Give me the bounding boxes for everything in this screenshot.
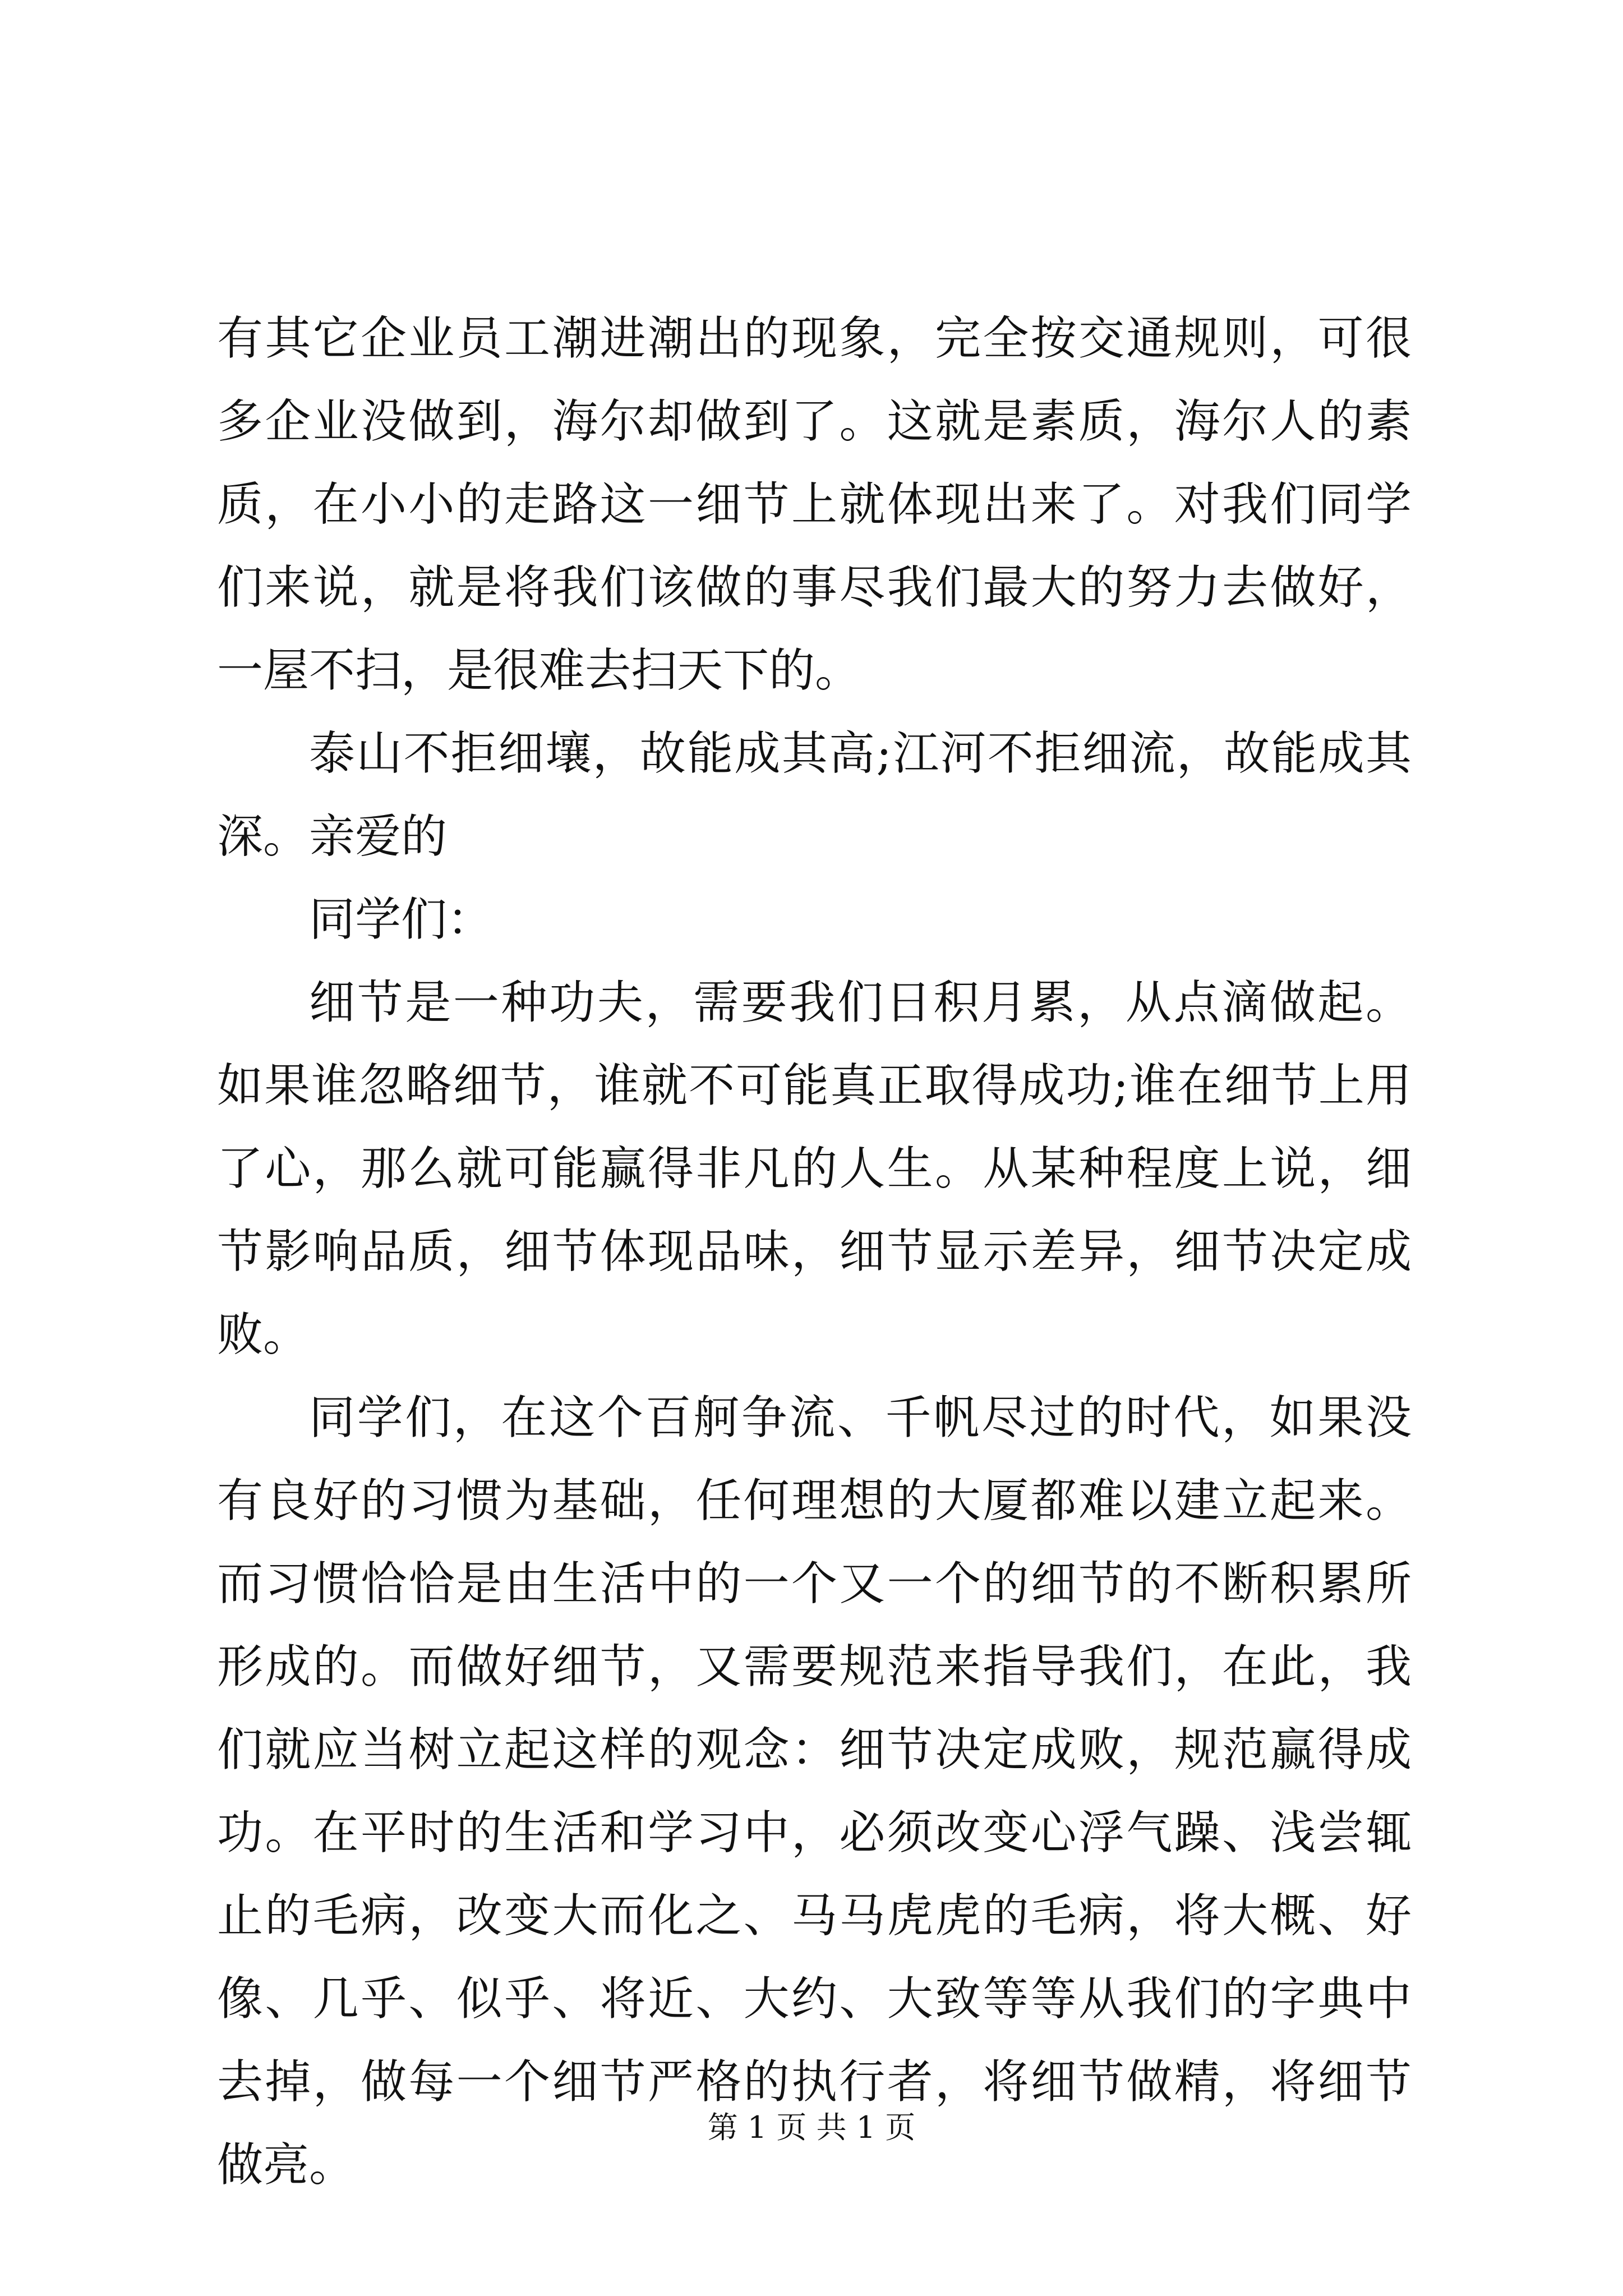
paragraph-1: 有其它企业员工潮进潮出的现象，完全按交通规则，可很多企业没做到，海尔却做到了。这就是素质，海尔人的素质，在小小的走路这一细节上就体现出来了。对我们同学们来说，就是将我们该做的事尽我们最大的努力去做好，一屋不扫，是很难去扫天下的。 xyxy=(217,312,1412,697)
paragraph-5: 同学们，在这个百舸争流、千帆尽过的时代，如果没有良好的习惯为基础，任何理想的大厦都难以建立起来。而习惯恰恰是由生活中的一个又一个的细节的不断积累所形成的。而做好细节，又需要规范来指导我们，在此，我们就应当树立起这样的观念：细节决定成败，规范赢得成功。在平时的生活和学习中，必须改变心浮气躁、浅尝辄止的毛病，改变大而化之、马马虎虎的毛病，将大概、好像、几乎、似乎、将近、大约、大致等等从我们的字典中去掉，做每一个细节严格的执行者，将细节做精，将细节做亮。 xyxy=(217,1391,1412,2192)
paragraph-4: 细节是一种功夫，需要我们日积月累，从点滴做起。如果谁忽略细节，谁就不可能真正取得成功;谁在细节上用了心，那么就可能赢得非凡的人生。从某种程度上说，细节影响品质，细节体现品味，细节显示差异，细节决定成败。 xyxy=(217,976,1412,1361)
page-footer: 第 1 页 共 1 页 xyxy=(707,2110,916,2145)
document-body xyxy=(217,297,1412,2207)
paragraph-3: 同学们： xyxy=(309,893,494,946)
paragraph-2: 泰山不拒细壤，故能成其高;江河不拒细流，故能成其深。亲爱的 xyxy=(217,727,1412,863)
